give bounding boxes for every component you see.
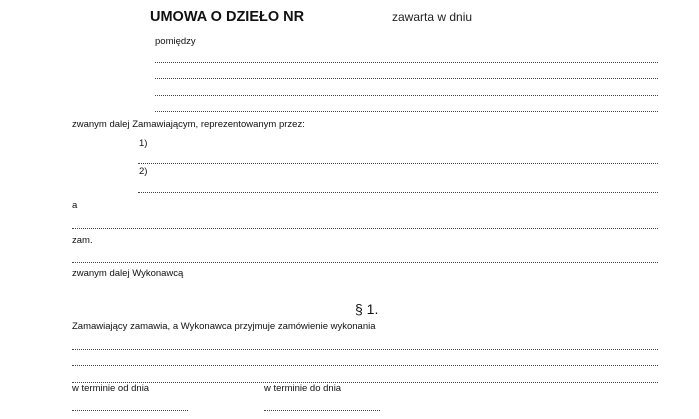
party-blank-line-1[interactable] — [155, 62, 658, 63]
section-1-heading: § 1. — [355, 301, 379, 317]
from-date-line[interactable] — [72, 410, 188, 411]
party-blank-line-2[interactable] — [155, 78, 658, 79]
work-description-line-1[interactable] — [72, 349, 658, 350]
representative-1-label: 1) — [139, 138, 148, 149]
date-label: zawarta w dniu — [392, 10, 473, 24]
contractor-clause: zwanym dalej Wykonawcą — [72, 268, 184, 279]
section-1-text: Zamawiający zamawia, a Wykonawca przyjmuje zamówienie wykonania — [72, 321, 376, 332]
representative-1-line[interactable] — [138, 163, 658, 164]
client-clause: zwanym dalej Zamawiającym, reprezentowanym przez: — [72, 119, 305, 130]
address-label: zam. — [72, 235, 93, 246]
and-label: a — [72, 200, 78, 211]
contractor-address-line[interactable] — [72, 262, 658, 263]
representative-2-label: 2) — [139, 166, 148, 177]
from-date-label: w terminie od dnia — [72, 383, 150, 394]
party-blank-line-3[interactable] — [155, 95, 658, 96]
contractor-name-line[interactable] — [72, 228, 658, 229]
party-blank-line-4[interactable] — [155, 111, 658, 112]
between-label: pomiędzy — [155, 36, 196, 47]
to-date-line[interactable] — [264, 410, 380, 411]
to-date-label: w terminie do dnia — [264, 383, 342, 394]
representative-2-line[interactable] — [138, 192, 658, 193]
document-title: UMOWA O DZIEŁO NR — [150, 9, 305, 25]
work-description-line-3[interactable] — [72, 382, 658, 383]
work-description-line-2[interactable] — [72, 365, 658, 366]
